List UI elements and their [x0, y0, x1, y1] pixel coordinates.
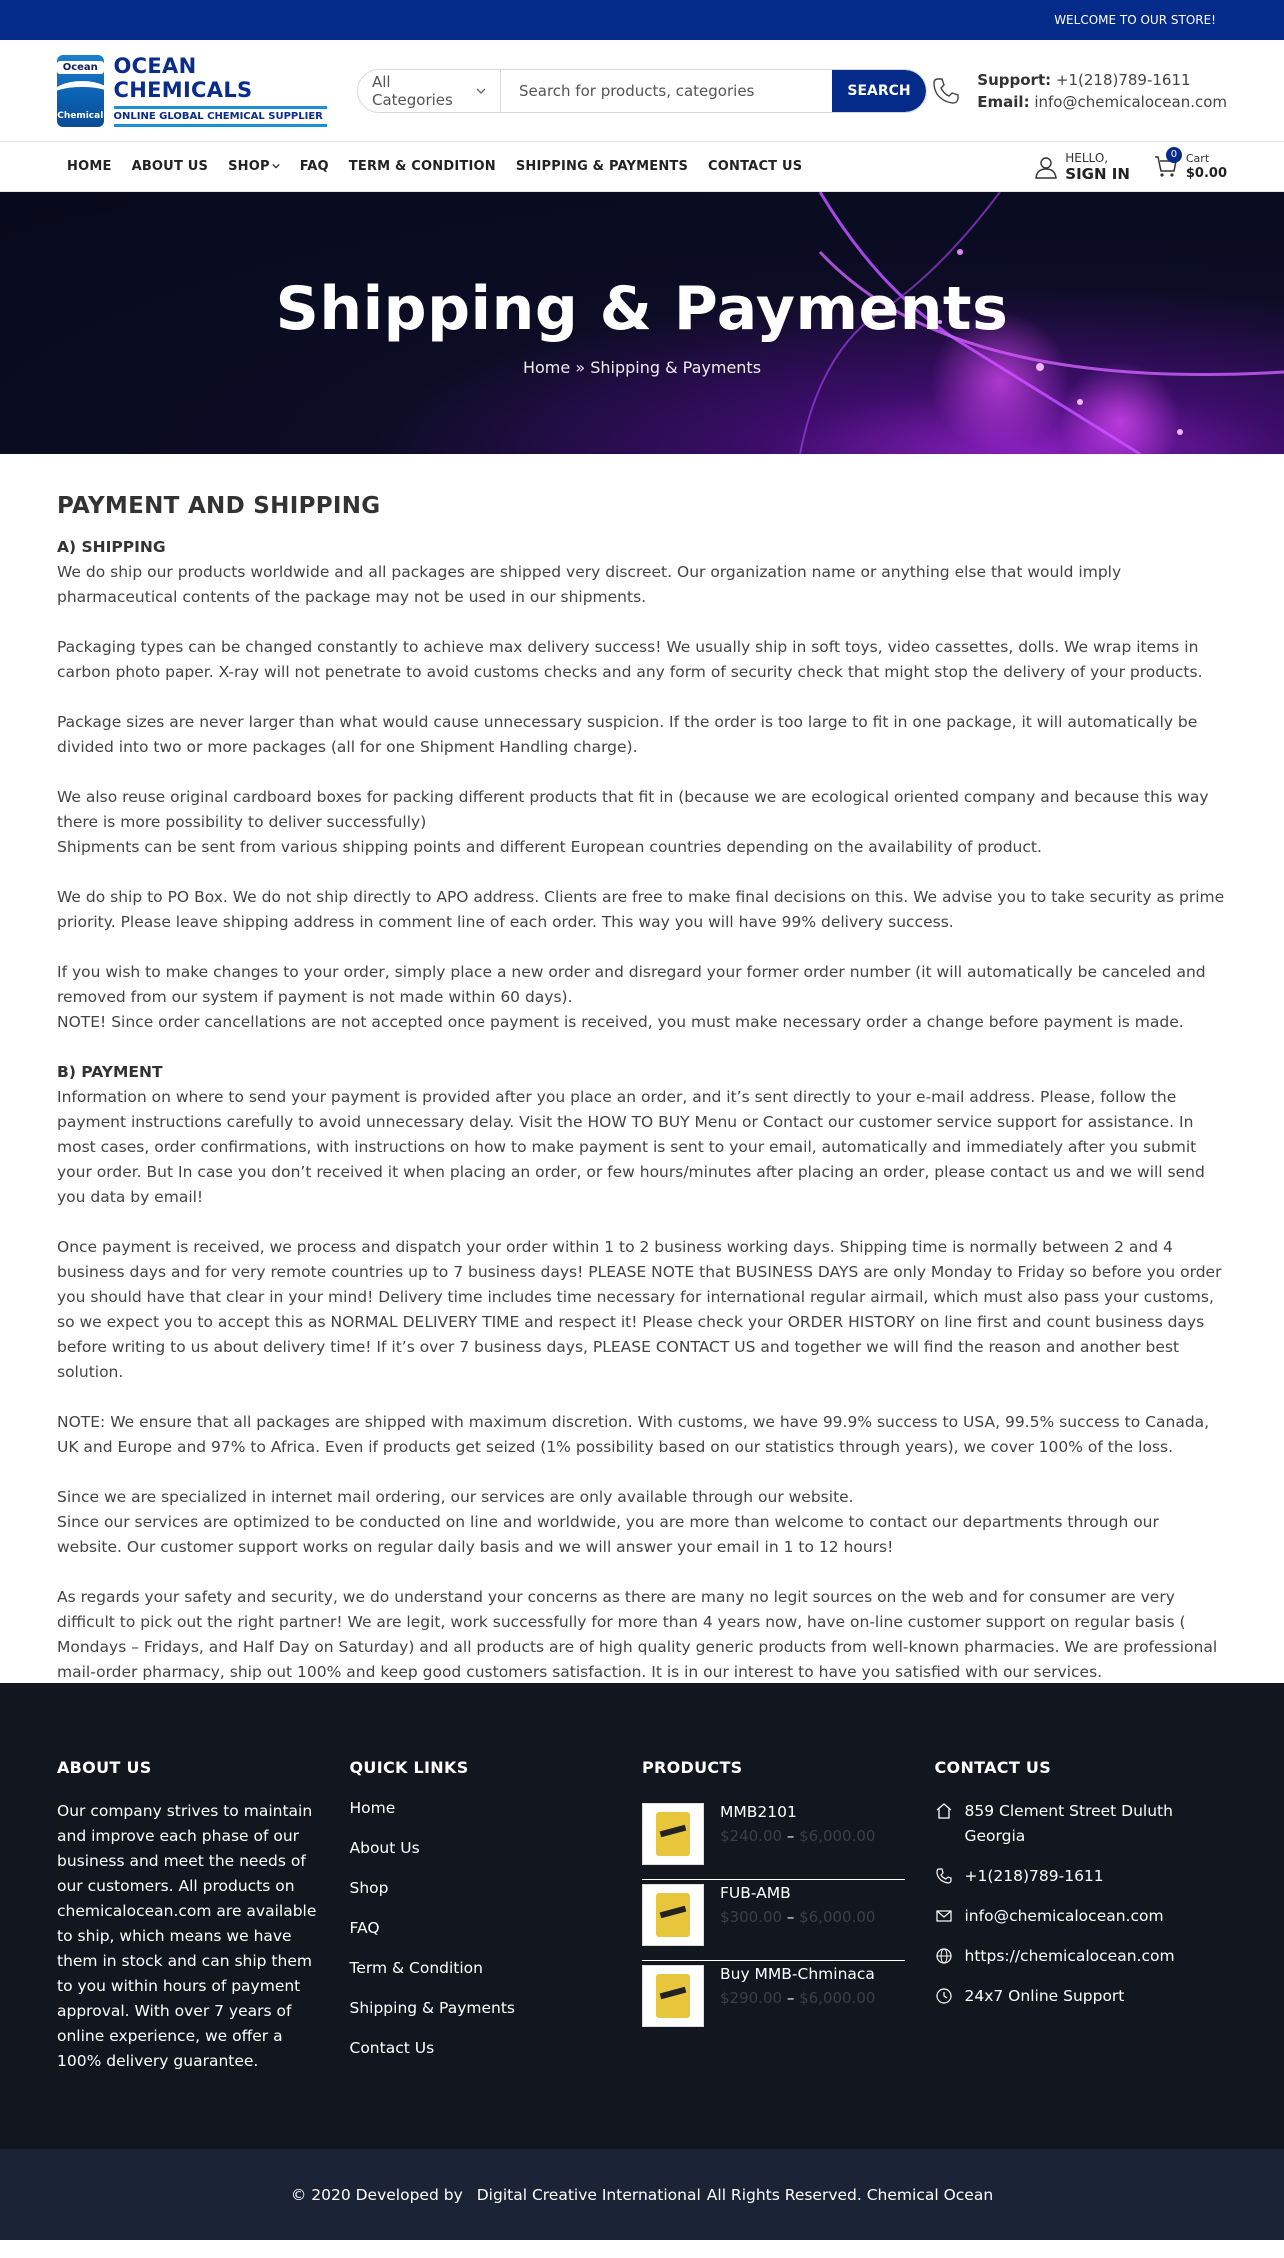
sign-in-label: SIGN IN — [1065, 164, 1130, 183]
support-email[interactable]: info@chemicalocean.com — [1034, 92, 1227, 111]
payment-paragraph-4a: Since we are specialized in internet mail ordering, our services are only available through our website. — [57, 1488, 854, 1506]
search-button[interactable]: SEARCH — [832, 70, 926, 112]
footer-link-shipping-payments[interactable]: Shipping & Payments — [349, 1999, 515, 2017]
shipping-paragraph-3: Package sizes are never larger than what would cause unnecessary suspicion. If the order is too large to fit in one package, it will automatically be divided into two or more packages (all for one Shipment Handling charge). — [57, 713, 1198, 756]
product-price-low: $240.00 — [720, 1827, 783, 1845]
chevron-down-icon — [476, 86, 486, 96]
payment-paragraph-4b: Since our services are optimized to be conducted on line and worldwide, you are more than welcome to contact our departments through our website. Our customer support works on regular daily basis and we will answer your email in 1 to 12 hours! — [57, 1513, 1159, 1556]
footer-contact — [935, 1758, 1228, 2149]
footer-products — [642, 1758, 935, 2149]
footer-link-shop[interactable]: Shop — [349, 1879, 389, 1897]
product-price-high: $6,000.00 — [799, 1908, 876, 1926]
copyright-text: © 2020 Developed by — [290, 2185, 463, 2204]
payment-paragraph-5: As regards your safety and security, we do understand your concerns as there are many no legit sources on the web and for consumer are very difficult to pick out the right partner! We are legit, work successfully for more than 4 years now, have on-line customer support on regular basis ( Mondays – Fridays, and Half Day on Saturday) and all products are of high quality generic products from well-known pharmacies. We are professional mail-order pharmacy, ship out 100% and keep good customers satisfaction. It is in our interest to have you satisfied with our services. — [57, 1588, 1218, 1681]
developer-link[interactable]: Digital Creative International — [476, 2185, 701, 2204]
cart-label: Cart — [1185, 152, 1210, 165]
footer-link-home[interactable]: Home — [349, 1799, 396, 1817]
product-name[interactable]: FUB-AMB — [720, 1884, 791, 1902]
footer-quick-links — [350, 1758, 643, 2149]
cart-count-badge: 0 — [1166, 147, 1182, 163]
shipping-paragraph-2: Packaging types can be changed constantly to achieve max delivery success! We usually ship in soft toys, video cassettes, dolls. We wrap items in carbon photo paper. X-ray will not penetrate to avoid customs checks and any form of security check that might stop the delivery of your products. — [57, 638, 1203, 681]
contact-hours — [935, 1984, 1228, 2009]
support-label: Support: — [977, 70, 1052, 89]
breadcrumb-current: Shipping & Payments — [590, 358, 762, 377]
logo-title: OCEAN CHEMICALS — [113, 54, 253, 102]
main-nav — [0, 142, 1284, 192]
payment-paragraph-2: Once payment is received, we process and dispatch your order within 1 to 2 business working days. Shipping time is normally between 2 and 4 business days and for very remote countries up to 7 business days! PLEASE NOTE that BUSINESS DAYS are only Monday to Friday so before you order you should have that clear in your mind! Delivery time includes time necessary for international regular airmail, which must also pass your customs, so we expect you to accept this as NORMAL DELIVERY TIME and respect it! Please check your ORDER HISTORY on line first and count business days before writing to us about delivery time! If it’s over 7 business days, PLEASE CONTACT US and together we will find the reason and another best solution. — [57, 1238, 1222, 1381]
contact-address-text: 859 Clement Street Duluth Georgia — [964, 1802, 1173, 1845]
contact-phone-text: +1(218)789-1611 — [964, 1867, 1104, 1885]
product-item[interactable] — [642, 1880, 905, 1961]
price-separator: – — [786, 1989, 795, 2007]
support-phone[interactable]: +1(218)789-1611 — [1055, 70, 1191, 89]
shipping-paragraph-1: We do ship our products worldwide and all packages are shipped very discreet. Our organization name or anything else that would imply pharmaceutical contents of the package may not be used in our shipments. — [57, 563, 1122, 606]
product-thumbnail[interactable] — [642, 1965, 704, 2027]
nav-shop[interactable] — [228, 159, 280, 174]
contact-address — [935, 1799, 1228, 1849]
site-footer — [0, 1683, 1284, 2149]
page-title: Shipping & Payments — [275, 274, 1009, 344]
payment-heading: B) PAYMENT — [57, 1063, 163, 1081]
footer-about-text: Our company strives to maintain and improve each phase of our business and meet the needs of our customers. All products on chemicalocean.com are available to ship, which means we have them in stock and can ship them to you within hours of payment approval. With over 7 years of online experience, we offer a 100% delivery guarantee. — [57, 1802, 317, 2070]
shipping-paragraph-5: We do ship to PO Box. We do not ship directly to APO address. Clients are free to make final decisions on this. We advise you to take security as prime priority. Please leave shipping address in comment line of each order. This way you will have 99% delivery success. — [57, 888, 1225, 931]
clock-icon — [935, 1987, 953, 2005]
nav-contact-us[interactable]: CONTACT US — [708, 159, 803, 174]
product-price-high: $6,000.00 — [799, 1827, 876, 1845]
nav-about-us[interactable]: ABOUT US — [131, 159, 209, 174]
account-link[interactable] — [1033, 151, 1130, 183]
cart-link[interactable] — [1152, 148, 1227, 181]
logo-subtitle: ONLINE GLOBAL CHEMICAL SUPPLIER — [114, 106, 327, 127]
site-logo[interactable] — [57, 54, 327, 127]
home-icon — [935, 1802, 953, 1820]
content-heading: PAYMENT AND SHIPPING — [57, 493, 381, 519]
logo-icon — [57, 55, 104, 127]
contact-phone[interactable] — [935, 1864, 1228, 1889]
category-select-value: All Categories — [372, 72, 453, 109]
footer-contact-title: CONTACT US — [934, 1758, 1052, 1777]
contact-email-text: info@chemicalocean.com — [964, 1907, 1164, 1925]
contact-website[interactable] — [935, 1944, 1228, 1969]
search-input[interactable] — [501, 70, 832, 112]
welcome-text: WELCOME TO OUR STORE! — [1054, 13, 1216, 27]
breadcrumb-home[interactable]: Home — [522, 358, 571, 377]
support-info — [931, 69, 1227, 113]
product-item[interactable] — [642, 1961, 905, 2042]
nav-home[interactable]: HOME — [67, 159, 112, 174]
user-icon — [1033, 154, 1059, 180]
footer-links-title: QUICK LINKS — [349, 1758, 469, 1777]
breadcrumb — [0, 358, 1284, 377]
phone-icon — [931, 76, 961, 106]
rights-text: All Rights Reserved. Chemical Ocean — [706, 2185, 994, 2204]
breadcrumb-separator: » — [575, 358, 586, 377]
shipping-paragraph-4b: Shipments can be sent from various shipping points and different European countries depending on the availability of product. — [57, 838, 1042, 856]
price-separator: – — [786, 1827, 795, 1845]
footer-about-title: ABOUT US — [57, 1758, 152, 1777]
contact-hours-text: 24x7 Online Support — [964, 1987, 1125, 2005]
footer-link-contact-us[interactable]: Contact Us — [349, 2039, 435, 2057]
footer-link-term-condition[interactable]: Term & Condition — [349, 1959, 483, 1977]
footer-link-about-us[interactable]: About Us — [349, 1839, 420, 1857]
shipping-paragraph-4a: We also reuse original cardboard boxes for packing different products that fit in (because we are ecological oriented company and because this way there is more possibility to deliver successfully) — [57, 788, 1209, 831]
logo-mark-bottom: Chemical — [57, 110, 104, 121]
mail-icon — [935, 1907, 953, 1925]
product-thumbnail[interactable] — [642, 1803, 704, 1865]
phone-icon — [935, 1867, 953, 1885]
contact-email[interactable] — [935, 1904, 1228, 1929]
nav-term-condition[interactable]: TERM & CONDITION — [348, 159, 496, 174]
nav-shipping-payments[interactable]: SHIPPING & PAYMENTS — [515, 159, 689, 174]
main-content — [0, 454, 1284, 1683]
hello-label: HELLO, — [1065, 150, 1109, 165]
product-name[interactable]: Buy MMB-Chminaca — [720, 1965, 875, 1983]
nav-faq[interactable]: FAQ — [299, 159, 329, 174]
product-name[interactable]: MMB2101 — [720, 1803, 797, 1821]
shipping-paragraph-6a: If you wish to make changes to your order, simply place a new order and disregard your former order number (it will automatically be canceled and removed from our system if payment is not made within 60 days). — [57, 963, 1206, 1006]
search-form — [357, 69, 927, 113]
nav-shop-label: SHOP — [228, 159, 270, 174]
footer-products-title: PRODUCTS — [642, 1758, 743, 1777]
product-price-low: $300.00 — [720, 1908, 783, 1926]
payment-paragraph-1: Information on where to send your payment is provided after you place an order, and it’s sent directly to your e-mail address. Please, follow the payment instructions carefully to avoid unnecessary delay. Visit the HOW TO BUY Menu or Contact our customer service support for assistance. In most cases, order confirmations, with instructions on how to make payment is sent to your email, automatically and immediately after you submit your order. But In case you don’t received it when placing an order, or few hours/minutes after placing an order, please contact us and we will send you data by email! — [57, 1088, 1205, 1206]
price-separator: – — [786, 1908, 795, 1926]
logo-mark-top: Ocean — [57, 61, 104, 74]
globe-icon — [935, 1947, 953, 1965]
email-label: Email: — [977, 92, 1030, 111]
product-price-high: $6,000.00 — [799, 1989, 876, 2007]
shipping-paragraph-6b: NOTE! Since order cancellations are not accepted once payment is received, you must make necessary order a change before payment is made. — [57, 1013, 1184, 1031]
product-item[interactable] — [642, 1799, 905, 1880]
product-thumbnail[interactable] — [642, 1884, 704, 1946]
contact-website-text: https://chemicalocean.com — [964, 1947, 1175, 1965]
site-header — [0, 40, 1284, 142]
footer-link-faq[interactable]: FAQ — [349, 1919, 380, 1937]
page-hero — [0, 192, 1284, 454]
payment-paragraph-3: NOTE: We ensure that all packages are shipped with maximum discretion. With customs, we have 99.9% success to USA, 99.5% success to Canada, UK and Europe and 97% to Africa. Even if products get seized (1% possibility based on our statistics through years), we cover 100% of the loss. — [57, 1413, 1210, 1456]
shipping-heading: A) SHIPPING — [57, 538, 166, 556]
category-select[interactable] — [358, 70, 501, 112]
copyright-bar — [0, 2149, 1284, 2240]
footer-about — [57, 1758, 350, 2149]
top-bar — [0, 0, 1284, 40]
product-price-low: $290.00 — [720, 1989, 783, 2007]
chevron-down-icon — [272, 162, 280, 170]
cart-amount: $0.00 — [1185, 166, 1227, 181]
